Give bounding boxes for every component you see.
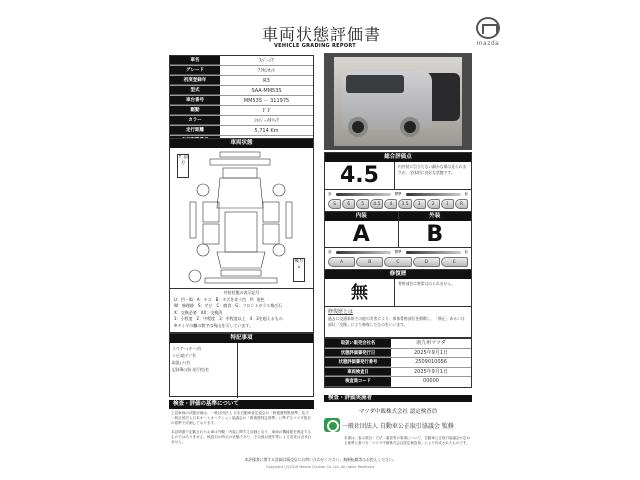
car-outline-diagram-icon xyxy=(185,150,305,288)
info-row-name: 車名 ｽﾍﾟｰｼｱ xyxy=(170,56,313,66)
interior-grade-block: 内装 A xyxy=(325,212,399,248)
info-row-drive: 駆動 ＦＦ xyxy=(170,106,313,116)
grade-cell: E xyxy=(441,257,468,267)
inspector-section xyxy=(324,395,472,446)
scale-cell: 5 xyxy=(356,199,369,209)
special-notes-section xyxy=(169,333,314,397)
scale-cell: 3.5 xyxy=(398,199,411,209)
brand-name: mazda xyxy=(476,40,500,47)
report-meta-table xyxy=(324,338,472,388)
vehicle-photo xyxy=(324,53,472,150)
grade-cell: A xyxy=(328,257,355,267)
note-item: 記録簿(1冊 発行控)有 xyxy=(172,367,209,372)
meta-row-issue-number: 状態評価書発行番号 2509010056 xyxy=(325,358,471,368)
fair-trade-council-logo-icon xyxy=(324,418,340,432)
overall-score-scale: 高 標準 低 S 6 5 4.5 4 3.5 3 2 1 R xyxy=(325,190,471,212)
exterior-legend: 外装状態の表示記号 U：凹・傷 A：キズ B：キズを伴う凹 P：塗色 W：修理跡 S：サビ C：腐食 G：フロントガラス飛び石 X：交換必要 XX：交換済 1：小程度 2：中程度 3：中程度以上 4：3を超えるもの ※タイヤの欄の数字は残山を示しています。 xyxy=(170,288,313,330)
overall-score-desc: 内外装に目立たない細かな傷は見られますが、全体的に良好な状態です。 xyxy=(398,164,467,175)
standard-paragraph-2: 本証明書で記載されたお車は外観・内装に関する評価となり、車両の機能面を保証するものではありません。検査日の時点の状態であり、その後の経年等による変化は含まれません。 xyxy=(171,430,312,444)
front-direction-label: ↑ 前方 xyxy=(177,154,189,178)
scale-cell: 4 xyxy=(384,199,397,209)
grade-cell: C xyxy=(384,257,411,267)
info-row-grade: グレード ｱｸｾｼｵｯﾄ xyxy=(170,66,313,76)
report-title-en: VEHICLE GRADING REPORT xyxy=(274,43,357,49)
overall-score: 4.5 xyxy=(325,162,395,189)
vehicle-info-table xyxy=(169,55,314,147)
repair-history-desc: 骨格部位に異常はみられません。 xyxy=(398,281,456,286)
inspector-note: 本書は、表示項目・方法・審査等の事項について、自動車公正取引協議会が定める基準に基づき「マツダ中販株式会社認定検査員」により作成されたものです。 xyxy=(344,436,470,445)
info-row-model: 型式 SAA-MM53S xyxy=(170,86,313,96)
scale-cell: 6 xyxy=(342,199,355,209)
grade-cell: D xyxy=(413,257,440,267)
inspector-title: 検査・評価実施者 xyxy=(324,395,472,402)
scale-cell: R xyxy=(455,199,468,209)
repair-history-note: 修復歴とは 過去に交通事故その他の災害により、車体骨格部位を損傷し、「修正」あるいは部位「交換」により修復したものをいいます。 xyxy=(328,309,465,327)
exterior-grade: B xyxy=(399,221,472,248)
standard-title: 検査・評価の基準について xyxy=(169,400,314,409)
exterior-grade-block: 外装 B xyxy=(399,212,472,248)
condition-title: 車両状態 xyxy=(170,139,313,148)
notes-title: 特記事項 xyxy=(170,334,313,343)
info-row-first-reg: 初度登録年 R3 xyxy=(170,76,313,86)
scale-cell: 3 xyxy=(413,199,426,209)
note-item: 取説(ナ)有 xyxy=(172,360,191,365)
inspector-supervisor: 一般社団法人 自動車公正取引協議会 監修 xyxy=(342,422,454,430)
scale-cell: 4.5 xyxy=(370,199,383,209)
meta-row-dealer: 取扱い販売会社名 南九州マツダ xyxy=(325,339,471,349)
inspection-standard-section xyxy=(169,400,314,447)
meta-row-issue-date: 状態評価書発行日 2025年9月1日 xyxy=(325,349,471,359)
mazda-logo-icon xyxy=(476,17,500,39)
info-row-mileage: 走行距離 5,714 Km xyxy=(170,126,313,136)
scale-cell: 2 xyxy=(427,199,440,209)
footer xyxy=(169,457,472,469)
note-item: ナビ/地デジ有 xyxy=(172,353,196,358)
interior-grade: A xyxy=(325,221,398,248)
report-title-jp: 車両状態評価書 xyxy=(262,25,382,44)
evaluation-section xyxy=(324,152,472,338)
car-body-diagram xyxy=(170,148,313,288)
overall-score-title: 総合評価点 xyxy=(325,153,471,162)
notes-list xyxy=(170,343,238,398)
scale-cell: 1 xyxy=(441,199,454,209)
meta-row-inspector-code: 検査員コード 00000 xyxy=(325,377,471,387)
note-item: スペアー(キー)有 xyxy=(172,346,202,351)
footer-copyright: Copyright (C)2016 Mazda Chuhan Co. Ltd. All rights Reserved. xyxy=(266,465,375,469)
grade-scale: 高 標準 低 A B C D E xyxy=(325,248,471,270)
vehicle-condition-section xyxy=(169,138,314,333)
scale-cell: S xyxy=(328,199,341,209)
brand-block xyxy=(470,17,506,49)
standard-paragraph-1: 上記車両の状態評価は、一般社団法人 日本自動車査定協会の「修復歴判断基準」及び一般社団法人日本オートオークション協議会の「修復歴判定基準」に準ずるマツダ独自の基準で評価しております。 xyxy=(171,411,311,425)
info-row-color: カラー ｼﾙﾊﾞｰﾒﾀﾘｯｸ xyxy=(170,116,313,126)
repair-history-title: 修復歴 xyxy=(325,270,471,279)
footer-notice: 本評価書に関する詳細は販売店にお問い合わせください。無断転載等はお控えください。 xyxy=(244,457,397,462)
rear-direction-label: 後方 ↓ xyxy=(293,258,305,282)
repair-history-value: 無 xyxy=(325,279,395,306)
info-row-chassis: 車台番号 MM53S － 311975 xyxy=(170,96,313,106)
inspector-company: マツダ中販株式会社 認定検査員 xyxy=(358,409,438,415)
grade-cell: B xyxy=(356,257,383,267)
meta-row-inspection-date: 車両検査日 2025年9月1日 xyxy=(325,368,471,378)
